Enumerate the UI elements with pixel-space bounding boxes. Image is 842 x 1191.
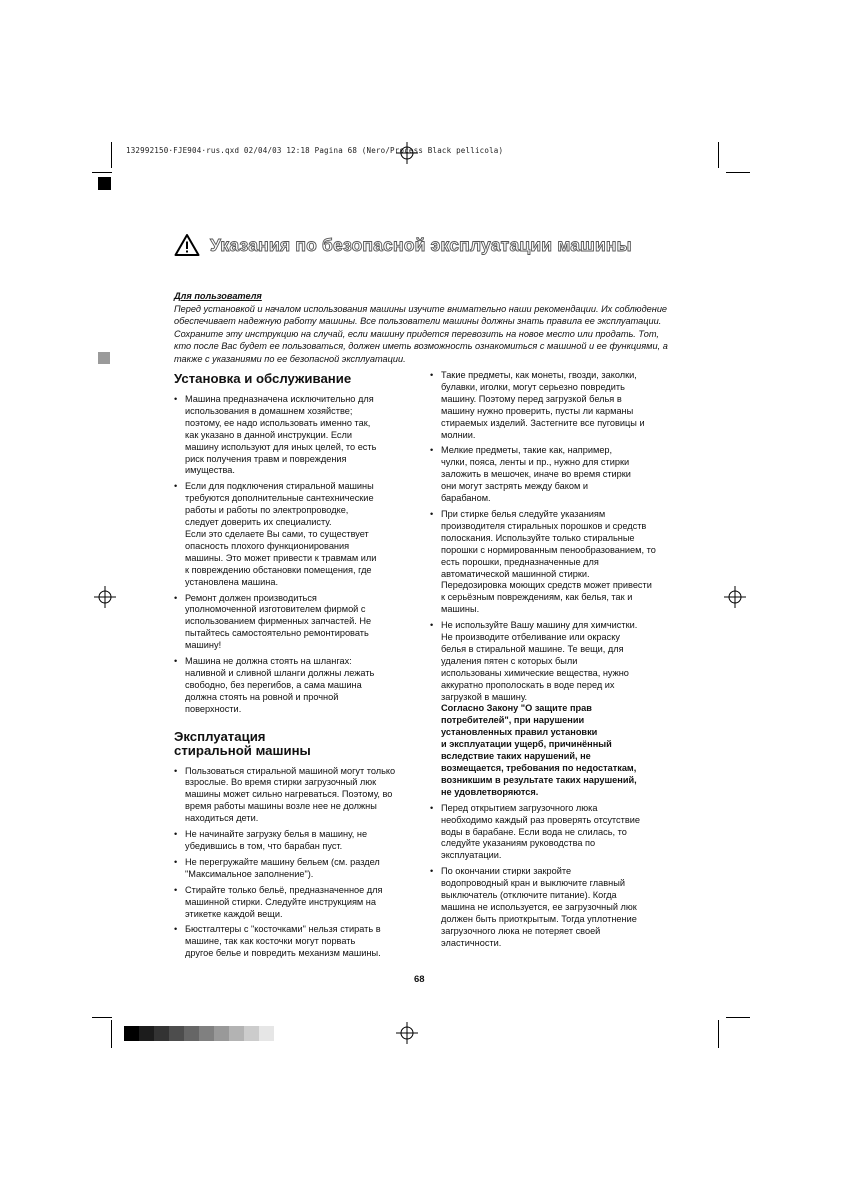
warning-triangle-icon xyxy=(174,233,200,257)
list-item: • Если для подключения стиральной машины требуются дополнительные сантехнические работы и работы по электропроводке, следует доверить их специалисту. Если это сделаете Вы сами, то существует опасность плохого функционирования машины. Это может привести к травмам или к повреждению обстановки помещения, где установлена машина. xyxy=(174,481,416,588)
list-item: • При стирке белья следуйте указаниям производителя стиральных порошков и средств полоскания. Используйте только стиральные порошки с нормированным пенообразованием, то есть порошки, предназначенные для автоматической машинной стирки. Передозировка моющих средств может привести к серьёзным повреждениям, как белья, так и машины. xyxy=(430,509,670,616)
crop-mark xyxy=(111,1020,112,1048)
color-swatch xyxy=(259,1026,274,1041)
page-header xyxy=(174,233,632,257)
section-heading-operation: Эксплуатация стиральной машины xyxy=(174,728,311,758)
crop-mark xyxy=(718,1020,719,1048)
list-item: • Бюстгалтеры с "косточками" нельзя стирать в машине, так как косточки могут порвать другое белье и повредить механизм машины. xyxy=(174,924,416,960)
intro-label: Для пользователя xyxy=(174,291,262,301)
registration-crosshair-icon xyxy=(396,142,418,164)
color-swatch xyxy=(154,1026,169,1041)
crop-mark xyxy=(92,172,112,173)
color-swatch xyxy=(139,1026,154,1041)
list-item: • Пользоваться стиральной машиной могут только взрослые. Во время стирки загрузочный люк машины может сильно нагреваться. Поэтому, во время работы машины возле нее не должны находиться дети. xyxy=(174,766,416,826)
list-item: • По окончании стирки закройте водопроводный кран и выключите главный выключатель (отключите питание). Когда машина не используется, ее загрузочный люк должен быть приоткрытым. Тогда уплотнение загрузочного люка не потеряет своей эластичности. xyxy=(430,866,670,949)
crop-mark xyxy=(726,1017,750,1018)
list-item: • Такие предметы, как монеты, гвозди, заколки, булавки, иголки, могут серьезно повредить машину. Поэтому перед загрузкой белья в машину нужно проверить, пусты ли карманы стираемых изделий. Застегните все пуговицы и молнии. xyxy=(430,370,670,441)
color-swatch xyxy=(244,1026,259,1041)
list-item: • Перед открытием загрузочного люка необходимо каждый раз проверять отсутствие воды в барабане. Если вода не слилась, то следуйте указаниям руководства по эксплуатации. xyxy=(430,803,670,863)
color-swatch xyxy=(214,1026,229,1041)
list-item: • Не используйте Вашу машину для химчистки. Не производите отбеливание или окраску белья в стиральной машине. Те вещи, для удаления пятен с которых были использованы химические вещества, нужно аккуратно прополоскать в воде перед их загрузкой в машину. xyxy=(430,620,670,703)
page-number: 68 xyxy=(414,974,425,985)
registration-crosshair-icon xyxy=(94,586,116,608)
color-swatch xyxy=(169,1026,184,1041)
crop-mark xyxy=(92,1017,112,1018)
color-swatch xyxy=(199,1026,214,1041)
color-swatch xyxy=(184,1026,199,1041)
list-item: • Не начинайте загрузку белья в машину, не убедившись в том, что барабан пуст. xyxy=(174,829,416,853)
black-square-mark xyxy=(98,177,111,190)
crop-mark xyxy=(726,172,750,173)
crop-mark xyxy=(718,142,719,168)
left-column xyxy=(174,372,416,964)
intro-block xyxy=(174,290,674,366)
law-note: Согласно Закону "О защите прав потребителей", при нарушении установленных правил установки и эксплуатации ущерб, причинённый вследствие таких нарушений, не возмещается, требования по недостаткам, возникшим в результате таких нарушений, не удовлетворяются. xyxy=(441,703,637,797)
registration-crosshair-icon xyxy=(396,1022,418,1044)
list-item: • Машина не должна стоять на шлангах: наливной и сливной шланги должны лежать свободно, без перегибов, а сама машина должна стоять на ровной и прочной поверхности. xyxy=(174,656,416,716)
registration-crosshair-icon xyxy=(724,586,746,608)
list-item: • Ремонт должен производиться уполномоченной изготовителем фирмой с использованием фирменных запчастей. Не пытайтесь самостоятельно ремонтировать машину! xyxy=(174,593,416,653)
color-swatch xyxy=(229,1026,244,1041)
right-column xyxy=(430,370,670,954)
list-item: • Не перегружайте машину бельем (см. раздел "Максимальное заполнение"). xyxy=(174,857,416,881)
color-swatch xyxy=(124,1026,139,1041)
crop-mark xyxy=(111,142,112,168)
color-calibration-bar xyxy=(124,1026,274,1041)
intro-text: Перед установкой и началом использования машины изучите внимательно наши рекомендации. Их соблюдение обеспечивает надежную работу машины. Все пользователи машины должны знать правила ее эксплуатации. Сохраните эту инструкцию на случай, если машину придется перевозить на новое место или продать. Тот, кто после Вас будет ее пользоваться, должен иметь возможность ознакомиться с машиной и ее функциями, а также с указаниями по ее безопасной эксплуатации. xyxy=(174,303,668,364)
section-heading-install: Установка и обслуживание xyxy=(174,371,352,386)
print-slug: 132992150·FJE904·rus.qxd 02/04/03 12:18 Pagina 68 (Nero/Process Black pellicola) xyxy=(126,146,504,155)
list-item: • Мелкие предметы, такие как, например, чулки, пояса, ленты и пр., нужно для стирки заложить в мешочек, иначе во время стирки они могут застрять между баком и барабаном. xyxy=(430,445,670,505)
gray-square-mark xyxy=(98,352,110,364)
list-item: • Стирайте только бельё, предназначенное для машинной стирки. Следуйте инструкциям на этикетке каждой вещи. xyxy=(174,885,416,921)
list-item: • Машина предназначена исключительно для использования в домашнем хозяйстве; поэтому, ее надо использовать именно так, как указано в данной инструкции. Если машину используют для иных целей, то есть риск получения травм и повреждения имущества. xyxy=(174,394,416,477)
page-title: Указания по безопасной эксплуатации машины xyxy=(210,234,632,255)
